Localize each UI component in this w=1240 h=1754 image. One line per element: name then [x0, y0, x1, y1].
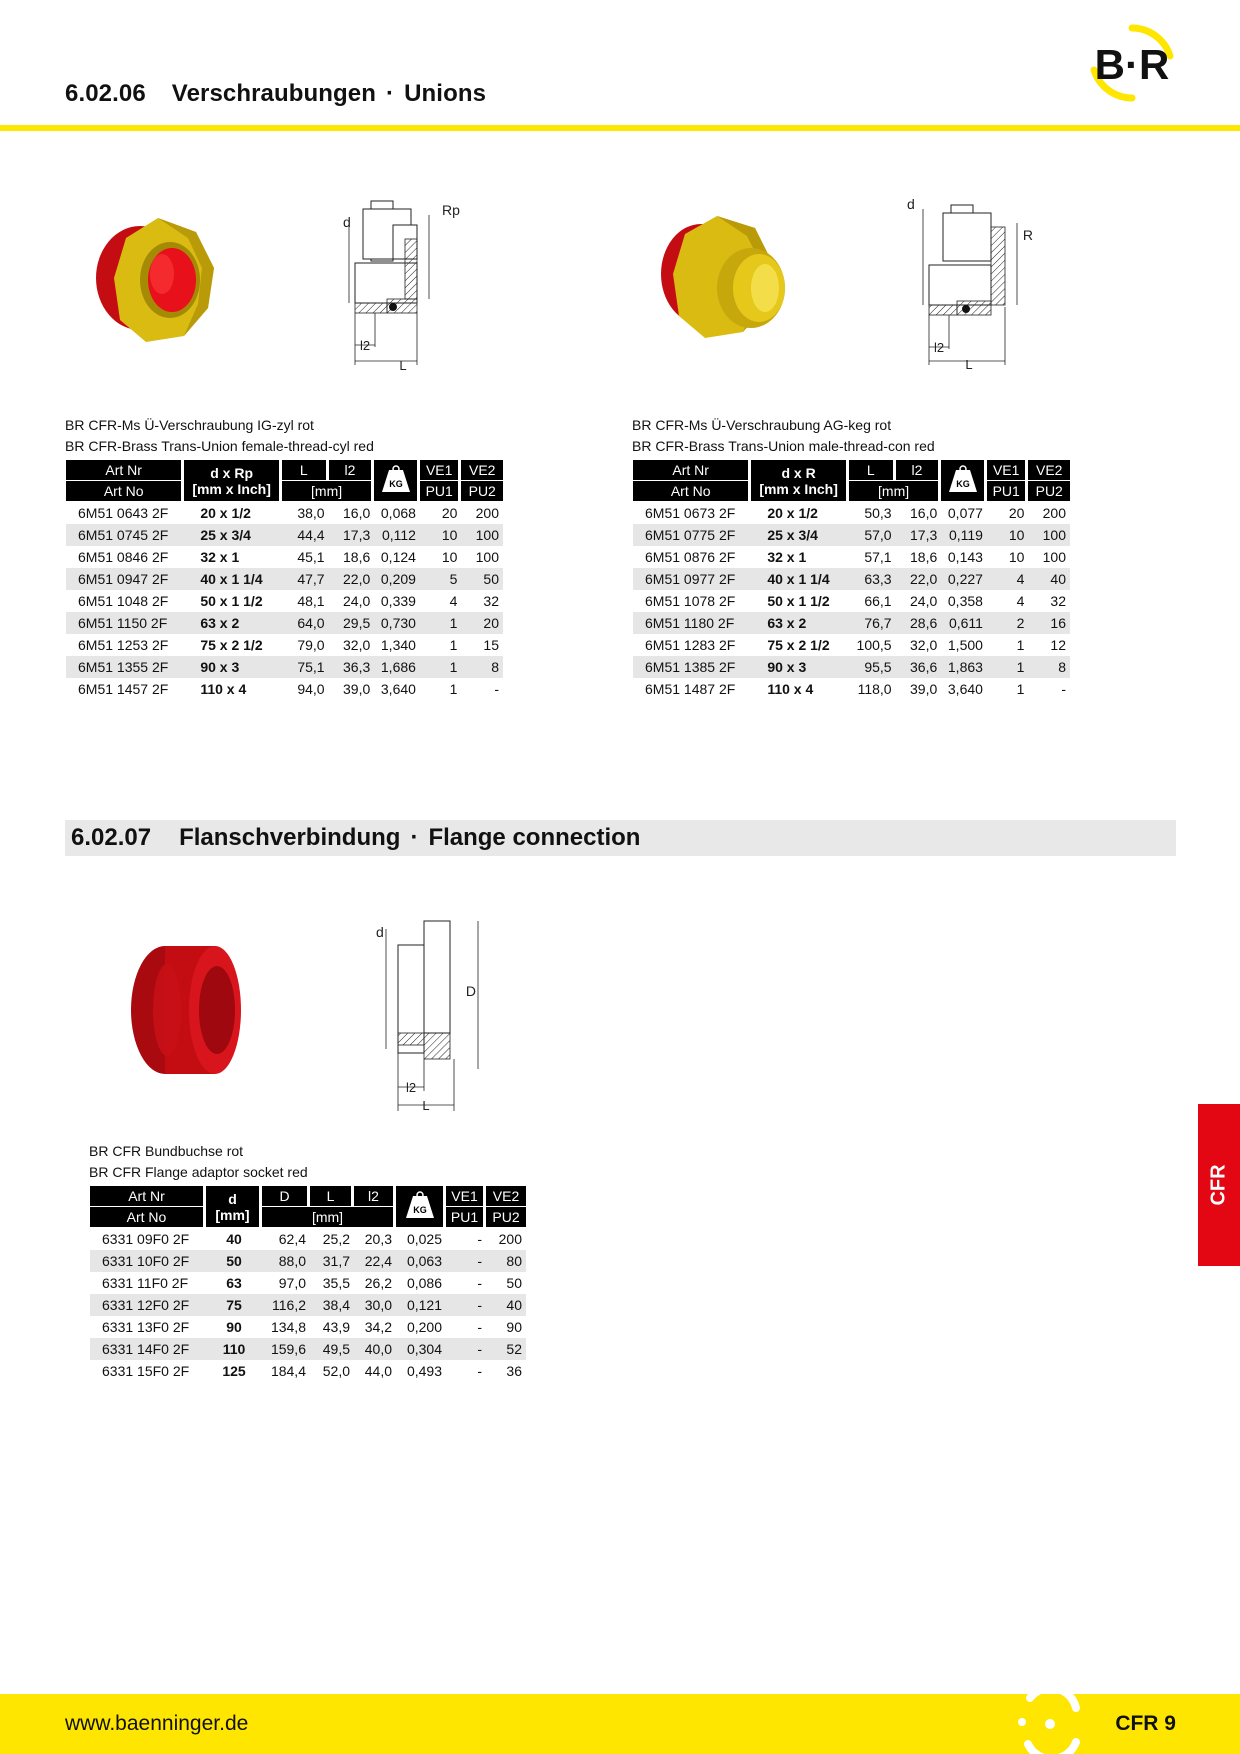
table-cell: 50 — [461, 568, 503, 590]
table-cell: 52,0 — [322, 1363, 350, 1379]
table-cell: 6M51 0775 2F — [633, 524, 751, 546]
table-row — [90, 1294, 526, 1316]
table-cell: 34,2 — [364, 1319, 392, 1335]
table-cell: 22,0 — [329, 568, 375, 590]
table-cell: 4 — [1016, 593, 1025, 609]
table-row — [66, 590, 503, 612]
table-cell: 0,112 — [374, 524, 420, 546]
union-female-diagram — [335, 195, 465, 375]
table-cell: 6331 13F0 2F — [102, 1319, 190, 1335]
col-mm: [mm] — [282, 481, 374, 502]
table-cell: 25,2 — [322, 1231, 350, 1247]
label-l: L — [422, 1098, 430, 1113]
table-cell: 17,3 — [329, 524, 375, 546]
table-cell: 6M51 0876 2F — [645, 549, 736, 565]
table-cell: 40 — [1028, 568, 1070, 590]
table-row — [66, 678, 503, 700]
label-l: L — [965, 357, 973, 372]
table-cell: 0,200 — [406, 1319, 442, 1335]
table-cell: 4 — [987, 568, 1029, 590]
table-cell: 6331 09F0 2F — [102, 1231, 190, 1247]
table-cell: 47,7 — [282, 568, 329, 590]
table-cell: 94,0 — [297, 681, 325, 697]
caption-de: BR CFR-Ms Ü-Verschraubung IG-zyl rot — [65, 417, 314, 433]
table-cell: 49,5 — [310, 1338, 354, 1360]
table-cell: 0,493 — [406, 1363, 442, 1379]
table-cell: 26,2 — [364, 1275, 392, 1291]
col-pu1: PU1 — [446, 1207, 486, 1228]
col-mm: [mm] — [849, 481, 941, 502]
table-cell: 100 — [475, 549, 499, 565]
table-cell: 1,863 — [941, 656, 987, 678]
table-cell: 0,358 — [947, 593, 983, 609]
table-cell: 25 x 3/4 — [184, 524, 282, 546]
table-cell: 90 — [506, 1319, 522, 1335]
table-cell: 100 — [1028, 524, 1070, 546]
col-weight — [396, 1186, 446, 1228]
table-cell: 1 — [449, 681, 458, 697]
table-row — [633, 590, 1070, 612]
table-cell: 50,3 — [864, 505, 892, 521]
table-cell: 1 — [420, 612, 462, 634]
table-cell: 48,1 — [297, 593, 325, 609]
title-en: Unions — [404, 80, 487, 107]
table-cell: 100 — [1042, 549, 1066, 565]
table-cell: 64,0 — [282, 612, 329, 634]
table-cell: 76,7 — [849, 612, 896, 634]
table-cell: 32,0 — [910, 637, 938, 653]
union-male-diagram — [893, 195, 1033, 375]
caption-en: BR CFR-Brass Trans-Union female-thread-cyl red — [65, 438, 374, 454]
table-cell: 0,121 — [396, 1294, 446, 1316]
table-cell: 40 — [226, 1231, 242, 1247]
table-cell: 40 x 1 1/4 — [184, 568, 282, 590]
table-cell: 90 x 3 — [184, 656, 282, 678]
table-cell: 6M51 0643 2F — [78, 505, 169, 521]
header-rule — [0, 125, 1240, 131]
flange-adaptor-photo — [125, 930, 245, 1090]
table-cell: 6M51 0745 2F — [66, 524, 184, 546]
col-art-nr: Art Nr — [633, 460, 751, 481]
label-l: L — [399, 358, 407, 373]
table-cell: 50 x 1 1/2 — [200, 593, 263, 609]
table-cell: 38,4 — [310, 1294, 354, 1316]
table-cell: 1,500 — [947, 637, 983, 653]
col-l2: l2 — [354, 1186, 396, 1207]
table-cell: 1 — [1016, 637, 1025, 653]
table-cell: 0,068 — [380, 505, 416, 521]
table-cell: 32 x 1 — [200, 549, 240, 565]
caption-de: BR CFR Bundbuchse rot — [89, 1143, 244, 1159]
table-cell: 12 — [1050, 637, 1066, 653]
page-title — [65, 80, 486, 108]
table-cell: 125 — [222, 1363, 246, 1379]
table-cell: 63,3 — [849, 568, 896, 590]
table-cell: 35,5 — [322, 1275, 350, 1291]
col-big-d: D — [262, 1186, 310, 1207]
table-row — [633, 568, 1070, 590]
table-cell: 63 x 2 — [751, 612, 849, 634]
table-cell: 24,0 — [343, 593, 371, 609]
page-number: CFR 9 — [1115, 1712, 1176, 1735]
table-cell: 25 x 3/4 — [751, 524, 849, 546]
table-cell: 6M51 0673 2F — [645, 505, 736, 521]
table-cell: - — [477, 1363, 482, 1379]
table-row — [66, 524, 503, 546]
table-cell: 1 — [987, 656, 1029, 678]
table-cell: 10 — [1008, 549, 1025, 565]
table-cell: 8 — [461, 656, 503, 678]
table-row — [633, 546, 1070, 568]
svg-text:KG: KG — [388, 479, 403, 489]
title-separator: · — [386, 80, 395, 107]
table-cell: 57,0 — [849, 524, 896, 546]
section-title-band — [65, 820, 1176, 856]
product2-table — [633, 460, 1070, 700]
table-cell: 44,4 — [282, 524, 329, 546]
table-cell: 97,0 — [278, 1275, 306, 1291]
table-row — [66, 502, 503, 524]
table-cell: - — [477, 1319, 482, 1335]
logo-text: B·R — [1094, 41, 1170, 88]
table-cell: 0,124 — [380, 549, 416, 565]
table-cell: 16 — [1028, 612, 1070, 634]
product3-caption — [89, 1141, 308, 1183]
table-cell: 6331 12F0 2F — [90, 1294, 206, 1316]
table-cell: 10 — [987, 524, 1029, 546]
table-cell: 36 — [506, 1363, 522, 1379]
table-cell: 36,6 — [896, 656, 942, 678]
table-cell: 110 — [206, 1338, 262, 1360]
table-cell: 0,143 — [947, 549, 983, 565]
table-cell: 134,8 — [270, 1319, 306, 1335]
table-cell: 39,0 — [343, 681, 371, 697]
col-art-nr: Art Nr — [90, 1186, 206, 1207]
website-link[interactable]: www.baenninger.de — [65, 1712, 249, 1735]
table-cell: 3,640 — [947, 681, 983, 697]
product1-table — [66, 460, 503, 700]
caption-en: BR CFR-Brass Trans-Union male-thread-con red — [632, 438, 935, 454]
svg-text:KG: KG — [955, 479, 970, 489]
col-art-nr: Art Nr — [66, 460, 184, 481]
table-row — [90, 1360, 526, 1382]
table-cell: 0,063 — [396, 1250, 446, 1272]
table-cell: 0,119 — [941, 524, 987, 546]
footer-logo-mark — [1010, 1694, 1090, 1754]
table-cell: 6M51 1180 2F — [633, 612, 751, 634]
col-ve1: VE1 — [987, 460, 1029, 481]
table-cell: 200 — [498, 1231, 522, 1247]
table-cell: 6M51 0846 2F — [78, 549, 169, 565]
table-cell: - — [494, 681, 499, 697]
weight-icon — [379, 464, 413, 494]
table-cell: 6331 10F0 2F — [90, 1250, 206, 1272]
col-dim: d x Rp [mm x Inch] — [184, 460, 282, 502]
table-cell: 45,1 — [297, 549, 325, 565]
table-cell: 62,4 — [278, 1231, 306, 1247]
table-row — [633, 612, 1070, 634]
table-cell: 6M51 1253 2F — [78, 637, 169, 653]
label-l2: l2 — [405, 1080, 417, 1095]
table-cell: 4 — [449, 593, 458, 609]
table-cell: 29,5 — [329, 612, 375, 634]
table-row — [66, 612, 503, 634]
col-ve1: VE1 — [446, 1186, 486, 1207]
label-big-d: D — [465, 983, 476, 999]
table-cell: 57,1 — [864, 549, 892, 565]
table-cell: 90 — [226, 1319, 242, 1335]
col-pu2: PU2 — [1028, 481, 1070, 502]
table-cell: 32 — [483, 593, 499, 609]
section-number: 6.02.06 — [65, 80, 146, 107]
table-cell: 32 — [1050, 593, 1066, 609]
table-cell: 0,025 — [406, 1231, 442, 1247]
col-weight — [941, 460, 987, 502]
table-cell: 75,1 — [282, 656, 329, 678]
table-cell: 0,611 — [941, 612, 987, 634]
table-cell: 63 — [226, 1275, 242, 1291]
table-cell: 36,3 — [329, 656, 375, 678]
title-de: Verschraubungen — [171, 80, 377, 107]
table-cell: 40 x 1 1/4 — [751, 568, 849, 590]
table-cell: 100,5 — [856, 637, 892, 653]
table-row — [90, 1272, 526, 1294]
table-cell: 20 x 1/2 — [767, 505, 818, 521]
col-art-no: Art No — [66, 481, 184, 502]
table-row — [633, 524, 1070, 546]
table-cell: 184,4 — [270, 1363, 306, 1379]
title-en: Flange connection — [428, 824, 641, 851]
table-cell: 0,730 — [374, 612, 420, 634]
table-cell: 52 — [486, 1338, 526, 1360]
table-cell: 88,0 — [262, 1250, 310, 1272]
col-ve1: VE1 — [420, 460, 462, 481]
table-cell: 0,339 — [380, 593, 416, 609]
table-cell: 100 — [461, 524, 503, 546]
weight-icon — [403, 1190, 437, 1220]
table-cell: 116,2 — [262, 1294, 310, 1316]
label-r: R — [1022, 227, 1033, 243]
table-row — [90, 1316, 526, 1338]
category-tab[interactable] — [1198, 1104, 1240, 1266]
col-l: L — [282, 460, 329, 481]
col-art-no: Art No — [90, 1207, 206, 1228]
title-de: Flanschverbindung — [179, 824, 401, 851]
col-ve2: VE2 — [486, 1186, 526, 1207]
table-cell: 10 — [441, 549, 458, 565]
label-d: d — [376, 924, 384, 940]
col-weight — [374, 460, 420, 502]
col-dim: d x R [mm x Inch] — [751, 460, 849, 502]
table-cell: 95,5 — [849, 656, 896, 678]
table-cell: 1 — [449, 637, 458, 653]
table-cell: 20 — [441, 505, 458, 521]
table-cell: 17,3 — [896, 524, 942, 546]
col-art-no: Art No — [633, 481, 751, 502]
union-male-photo — [655, 208, 795, 348]
table-cell: 159,6 — [262, 1338, 310, 1360]
table-cell: - — [446, 1250, 486, 1272]
table-cell: 110 x 4 — [767, 681, 814, 697]
table-cell: 24,0 — [910, 593, 938, 609]
table-cell: 6M51 1487 2F — [645, 681, 736, 697]
table-cell: - — [446, 1294, 486, 1316]
union-female-photo — [88, 208, 228, 348]
product1-caption — [65, 415, 374, 457]
table-cell: 6M51 1048 2F — [78, 593, 169, 609]
table-cell: 0,086 — [406, 1275, 442, 1291]
col-pu2: PU2 — [461, 481, 503, 502]
col-l2: l2 — [329, 460, 375, 481]
table-cell: 118,0 — [857, 681, 892, 697]
table-cell: 8 — [1028, 656, 1070, 678]
label-l2: l2 — [359, 338, 371, 353]
table-cell: 6M51 1283 2F — [645, 637, 736, 653]
table-cell: 1,340 — [380, 637, 416, 653]
table-cell: 6M51 1385 2F — [633, 656, 751, 678]
product3-table — [90, 1186, 526, 1382]
table-row — [633, 656, 1070, 678]
flange-adaptor-diagram — [370, 915, 490, 1115]
col-l: L — [310, 1186, 354, 1207]
table-cell: 28,6 — [896, 612, 942, 634]
label-rp: Rp — [442, 202, 460, 218]
caption-en: BR CFR Flange adaptor socket red — [89, 1164, 308, 1180]
col-ve2: VE2 — [1028, 460, 1070, 481]
table-cell: 16,0 — [910, 505, 938, 521]
footer — [0, 1694, 1240, 1754]
table-cell: 75 x 2 1/2 — [767, 637, 830, 653]
col-ve2: VE2 — [461, 460, 503, 481]
table-cell: 15 — [483, 637, 499, 653]
table-cell: - — [1061, 681, 1066, 697]
table-cell: 80 — [486, 1250, 526, 1272]
table-row — [66, 568, 503, 590]
table-cell: - — [477, 1275, 482, 1291]
table-cell: 5 — [420, 568, 462, 590]
table-cell: 200 — [475, 505, 499, 521]
table-cell: 44,0 — [364, 1363, 392, 1379]
table-cell: 6M51 0947 2F — [66, 568, 184, 590]
table-cell: 75 x 2 1/2 — [200, 637, 263, 653]
weight-icon — [946, 464, 980, 494]
table-cell: 0,077 — [947, 505, 983, 521]
table-cell: 20,3 — [364, 1231, 392, 1247]
table-cell: 43,9 — [322, 1319, 350, 1335]
table-cell: - — [477, 1231, 482, 1247]
table-row — [66, 634, 503, 656]
table-cell: 6M51 0977 2F — [633, 568, 751, 590]
table-cell: 1,686 — [374, 656, 420, 678]
table-cell: 20 — [461, 612, 503, 634]
table-cell: - — [446, 1338, 486, 1360]
product2-caption — [632, 415, 935, 457]
col-pu1: PU1 — [987, 481, 1029, 502]
table-cell: 1 — [1016, 681, 1025, 697]
table-cell: 10 — [420, 524, 462, 546]
table-cell: 18,6 — [910, 549, 938, 565]
col-dim: d [mm] — [206, 1186, 262, 1228]
table-cell: 39,0 — [910, 681, 938, 697]
table-cell: 30,0 — [354, 1294, 396, 1316]
table-row — [633, 502, 1070, 524]
table-cell: 40,0 — [354, 1338, 396, 1360]
table-cell: 1 — [420, 656, 462, 678]
section-number: 6.02.07 — [71, 824, 152, 851]
table-cell: 200 — [1042, 505, 1066, 521]
table-cell: 6M51 1355 2F — [66, 656, 184, 678]
table-cell: 6331 11F0 2F — [102, 1275, 189, 1291]
col-l2: l2 — [896, 460, 942, 481]
table-cell: 32,0 — [343, 637, 371, 653]
table-cell: 20 x 1/2 — [200, 505, 251, 521]
table-cell: 31,7 — [310, 1250, 354, 1272]
table-row — [66, 656, 503, 678]
table-cell: 6331 14F0 2F — [90, 1338, 206, 1360]
label-l2: l2 — [933, 340, 945, 355]
table-cell: 50 — [206, 1250, 262, 1272]
table-cell: 40 — [486, 1294, 526, 1316]
br-logo — [1082, 18, 1182, 108]
table-row — [633, 678, 1070, 700]
table-cell: 6331 15F0 2F — [102, 1363, 190, 1379]
table-cell: 75 — [206, 1294, 262, 1316]
col-l: L — [849, 460, 896, 481]
table-cell: 3,640 — [380, 681, 416, 697]
category-tab-label: CFR — [1207, 1164, 1230, 1206]
table-cell: 22,0 — [896, 568, 942, 590]
title-separator: · — [410, 824, 419, 851]
table-cell: 50 — [506, 1275, 522, 1291]
label-d: d — [907, 196, 915, 212]
label-d: d — [343, 214, 351, 230]
table-cell: 16,0 — [343, 505, 371, 521]
table-cell: 110 x 4 — [200, 681, 247, 697]
table-row — [66, 546, 503, 568]
table-cell: 66,1 — [864, 593, 892, 609]
table-cell: 2 — [987, 612, 1029, 634]
svg-text:KG: KG — [412, 1205, 427, 1215]
table-cell: 38,0 — [297, 505, 325, 521]
table-cell: 0,227 — [941, 568, 987, 590]
table-cell: 63 x 2 — [184, 612, 282, 634]
section-title — [71, 824, 640, 852]
caption-de: BR CFR-Ms Ü-Verschraubung AG-keg rot — [632, 417, 892, 433]
table-cell: 6M51 1457 2F — [78, 681, 169, 697]
table-cell: 22,4 — [354, 1250, 396, 1272]
table-cell: 0,209 — [374, 568, 420, 590]
table-row — [90, 1228, 526, 1250]
table-row — [90, 1250, 526, 1272]
col-pu1: PU1 — [420, 481, 462, 502]
table-cell: 50 x 1 1/2 — [767, 593, 830, 609]
table-cell: 18,6 — [343, 549, 371, 565]
col-mm: [mm] — [262, 1207, 396, 1228]
table-cell: 90 x 3 — [751, 656, 849, 678]
table-cell: 6M51 1150 2F — [66, 612, 184, 634]
table-cell: 32 x 1 — [767, 549, 807, 565]
table-cell: 79,0 — [297, 637, 325, 653]
table-row — [633, 634, 1070, 656]
table-row — [90, 1338, 526, 1360]
table-cell: 20 — [1008, 505, 1025, 521]
table-cell: 6M51 1078 2F — [645, 593, 736, 609]
table-cell: 0,304 — [396, 1338, 446, 1360]
col-pu2: PU2 — [486, 1207, 526, 1228]
